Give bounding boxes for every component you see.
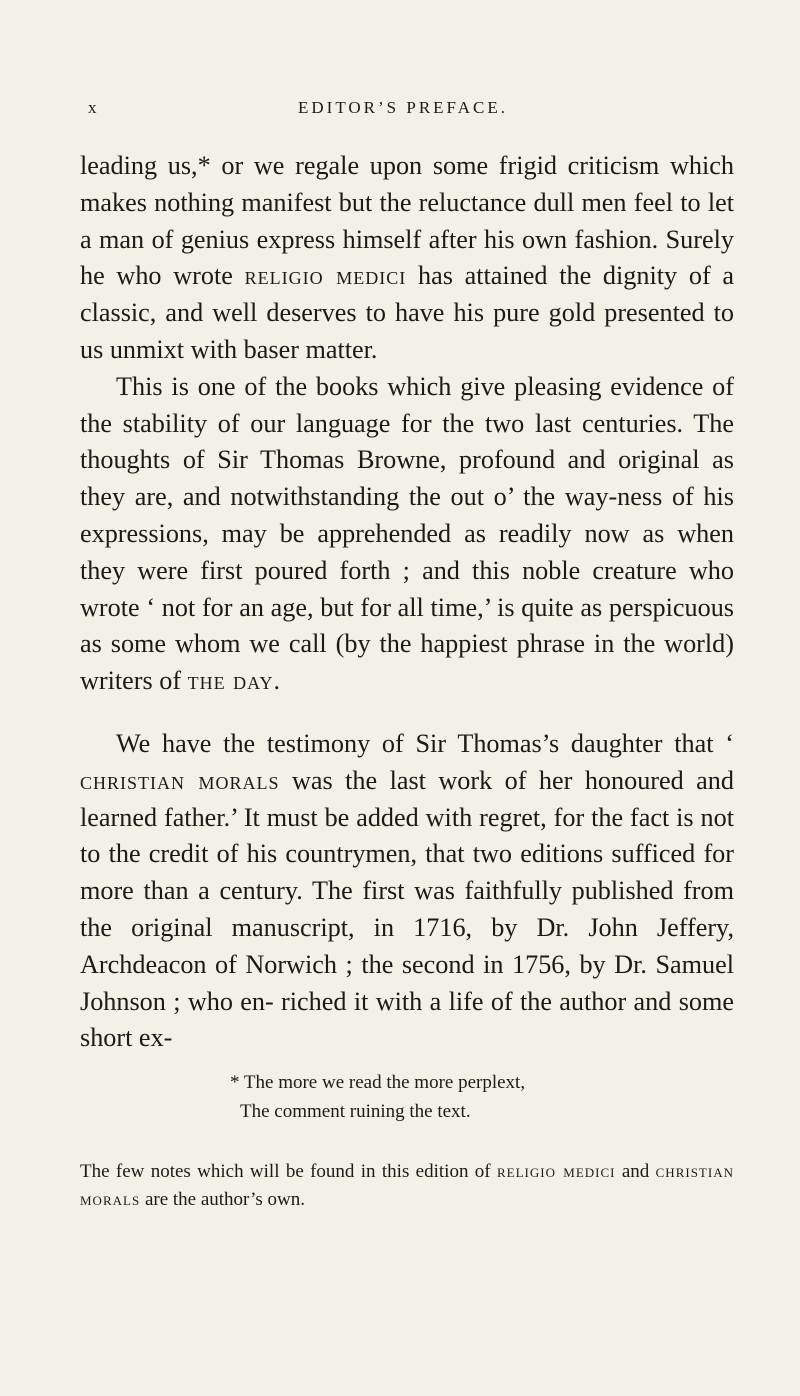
page-header <box>88 98 728 128</box>
footnote-line-1: * The more we read the more perplext, <box>230 1072 526 1093</box>
body-text <box>80 148 734 1057</box>
footnote <box>80 1068 734 1126</box>
paragraph-2: This is one of the books which give pleasing evidence of the stability of our language for the two last centuries. The thoughts of Sir Thomas Browne, profound and original as they are, and notwithstanding the out o’ the way-ness of his expressions, may be apprehended as readily now as when they were first poured forth ; and this noble creature who wrote ‘ not for an age, but for all time,’ is quite as perspicuous as some whom we call (by the happiest phrase in the world) writers of the day. <box>80 371 734 696</box>
small-caps-title: christian morals <box>80 1161 734 1210</box>
small-caps-title: religio medici <box>244 261 407 291</box>
small-caps-phrase: the day. <box>187 666 282 696</box>
paragraph-1: leading us,* or we regale upon some frigid criticism which makes nothing manifest but the reluctance dull men feel to let a man of genius express himself after his own fashion. Surely he who wrote religio medici has attained the dignity of a classic, and well deserves to have his pure gold presented to us unmixt with baser matter. <box>80 151 734 364</box>
footnote-line-2: The comment ruining the text. <box>240 1101 471 1122</box>
small-caps-title: religio medici <box>496 1161 616 1182</box>
editorial-note: The few notes which will be found in this edition of religio medici and christian morals are the author’s own. <box>80 1161 734 1210</box>
page-number: x <box>88 98 100 117</box>
small-caps-title: christian morals <box>80 765 280 795</box>
running-head: EDITOR’S PREFACE. <box>298 98 509 117</box>
paragraph-3: We have the testimony of Sir Thomas’s daughter that ‘ christian morals was the last work of her honoured and learned father.’ It must be added with regret, for the fact is not to the credit of his countrymen, that two editions sufficed for more than a century. The first was faithfully published from the original manuscript, in 1716, by Dr. John Jeffery, Archdeacon of Norwich ; the second in 1756, by Dr. Samuel Johnson ; who en- riched it with a life of the author and some short ex- <box>80 728 734 1053</box>
